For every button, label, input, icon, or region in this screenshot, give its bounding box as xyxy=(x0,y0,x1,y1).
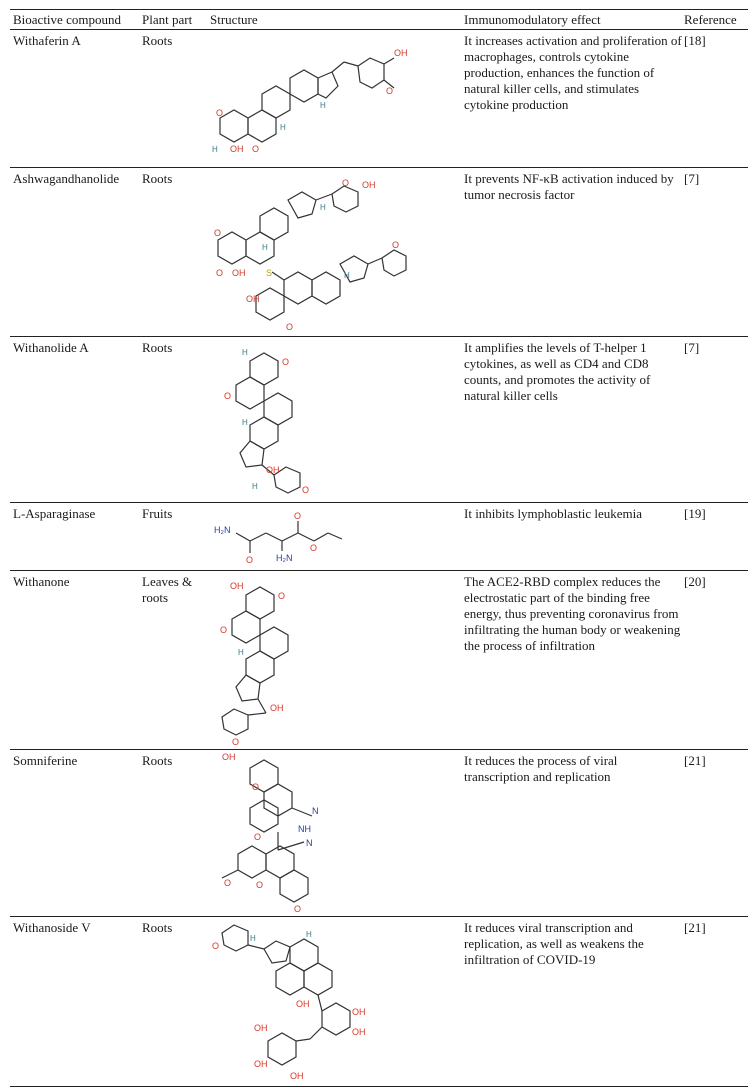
structure-withanolide-a xyxy=(206,343,346,499)
atom-label-o: O xyxy=(246,555,254,565)
compound-name: Withaferin A xyxy=(13,33,81,48)
effect-text: It amplifies the levels of T-helper 1 cytokines, as well as CD4 and CD8 counts, and promotes the activity of natural killer cells xyxy=(464,340,651,403)
atom-label-o: O xyxy=(282,357,290,367)
atom-label-o: O xyxy=(224,391,232,401)
atom-label-o: O xyxy=(214,228,222,238)
atom-label-o: O xyxy=(212,941,220,951)
atom-label-o: O xyxy=(386,86,394,96)
atom-label-oh: OH xyxy=(254,1059,268,1069)
structure-ashwagandhanolide xyxy=(202,180,412,332)
atom-label-oh: OH xyxy=(296,999,310,1009)
atom-label-oh: OH xyxy=(230,144,244,154)
atom-label-o: O xyxy=(342,178,350,188)
atom-label-o: O xyxy=(294,904,302,914)
atom-label-nh: NH xyxy=(298,824,311,834)
atom-label-h: H xyxy=(262,243,268,252)
atom-label-o: O xyxy=(286,322,294,332)
structure-l-asparaginase xyxy=(210,509,350,565)
compound-name: Withanolide A xyxy=(13,340,89,355)
atom-label-o: O xyxy=(252,144,260,154)
plant-part: Roots xyxy=(142,340,173,355)
atom-label-o: O xyxy=(220,625,228,635)
structure-withanone xyxy=(210,577,340,745)
atom-label-o: O xyxy=(392,240,400,250)
reference: [20] xyxy=(684,574,706,589)
plant-part: Roots xyxy=(142,753,173,768)
atom-label-oh: OH xyxy=(270,703,284,713)
table-row xyxy=(10,503,748,571)
structure-withanoside-v xyxy=(210,919,370,1083)
atom-label-o: O xyxy=(224,878,232,888)
compound-name: Somniferine xyxy=(13,753,78,768)
atom-label-o: O xyxy=(278,591,286,601)
plant-part: Roots xyxy=(142,33,173,48)
atom-label-oh: OH xyxy=(290,1071,304,1081)
plant-part: Leaves & roots xyxy=(142,574,193,605)
atom-label-n: N xyxy=(312,806,319,816)
atom-label-o: O xyxy=(294,511,302,521)
header-compound: Bioactive compound xyxy=(13,12,121,27)
atom-label-o: O xyxy=(254,832,262,842)
compound-table xyxy=(10,9,748,1087)
atom-label-h: H xyxy=(344,271,350,280)
header-effect: Immunomodulatory effect xyxy=(464,12,601,27)
reference: [21] xyxy=(684,920,706,935)
atom-label-o: O xyxy=(216,108,224,118)
atom-label-oh: OH xyxy=(362,180,376,190)
atom-label-h: H xyxy=(242,418,248,427)
header-structure: Structure xyxy=(210,12,258,27)
atom-label-o: O xyxy=(310,543,318,553)
compound-name: L-Asparaginase xyxy=(13,506,96,521)
atom-label-oh: OH xyxy=(394,48,408,58)
atom-label-nh2: H₂N xyxy=(214,525,231,535)
atom-label-o: O xyxy=(252,782,260,792)
atom-label-oh: OH xyxy=(222,752,236,762)
table-row xyxy=(10,571,748,750)
effect-text: It increases activation and proliferation of macrophages, controls cytokine production, enhances the function of natural killer cells, and stimulates cytokine production xyxy=(464,33,682,112)
reference: [19] xyxy=(684,506,706,521)
effect-text: The ACE2-RBD complex reduces the electrostatic part of the binding free energy, thus preventing coronavirus from infiltrating the human body or weakening the process of infiltration xyxy=(464,574,681,653)
table-row xyxy=(10,337,748,503)
atom-label-o: O xyxy=(216,268,224,278)
table-row xyxy=(10,917,748,1087)
atom-label-h: H xyxy=(242,348,248,357)
table-header xyxy=(10,9,748,30)
atom-label-oh: OH xyxy=(352,1007,366,1017)
plant-part: Roots xyxy=(142,920,173,935)
atom-label-oh: OH xyxy=(230,581,244,591)
structure-somniferine xyxy=(216,754,336,912)
atom-label-n: N xyxy=(306,838,313,848)
reference: [21] xyxy=(684,753,706,768)
atom-label-o: O xyxy=(256,880,264,890)
table-row xyxy=(10,168,748,337)
table-row xyxy=(10,750,748,917)
atom-label-oh: OH xyxy=(352,1027,366,1037)
header-reference: Reference xyxy=(684,12,737,27)
plant-part: Roots xyxy=(142,171,173,186)
atom-label-h: H xyxy=(250,934,256,943)
plant-part: Fruits xyxy=(142,506,173,521)
compound-name: Withanone xyxy=(13,574,70,589)
atom-label-oh: OH xyxy=(266,465,280,475)
atom-label-h: H xyxy=(212,145,218,154)
table-row xyxy=(10,30,748,168)
atom-label-h: H xyxy=(306,930,312,939)
reference: [7] xyxy=(684,340,700,355)
effect-text: It inhibits lymphoblastic leukemia xyxy=(464,506,643,521)
atom-label-h: H xyxy=(320,101,326,110)
atom-label-o: O xyxy=(302,485,310,495)
atom-label-h: H xyxy=(238,648,244,657)
reference: [7] xyxy=(684,171,700,186)
atom-label-h: H xyxy=(280,123,286,132)
atom-label-nh2: H₂N xyxy=(276,553,293,563)
compound-name: Withanoside V xyxy=(13,920,91,935)
atom-label-oh: OH xyxy=(246,294,260,304)
structure-withaferin-a xyxy=(202,44,408,164)
atom-label-h: H xyxy=(320,203,326,212)
effect-text: It reduces viral transcription and replication, as well as weakens the infiltration of COVID-19 xyxy=(464,920,644,967)
atom-label-oh: OH xyxy=(232,268,246,278)
reference: [18] xyxy=(684,33,706,48)
atom-label-o: O xyxy=(232,737,240,747)
compound-name: Ashwagandhanolide xyxy=(13,171,120,186)
effect-text: It reduces the process of viral transcription and replication xyxy=(464,753,618,784)
effect-text: It prevents NF-κB activation induced by tumor necrosis factor xyxy=(464,171,674,202)
atom-label-h: H xyxy=(252,482,258,491)
atom-label-s: S xyxy=(266,268,273,278)
header-plant-part: Plant part xyxy=(142,12,193,27)
atom-label-oh: OH xyxy=(254,1023,268,1033)
